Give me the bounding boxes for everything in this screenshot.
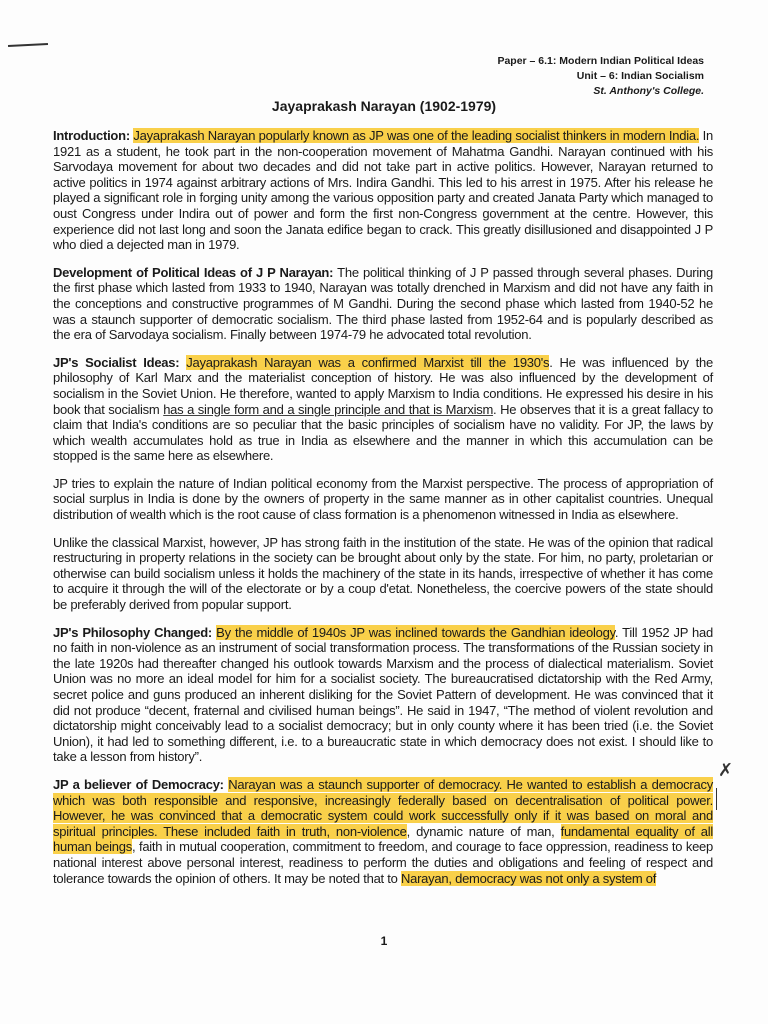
unit-label: Unit – 6: Indian Socialism (576, 70, 704, 82)
document-body (53, 128, 713, 898)
socialist-underline: has a single form and a single principle and that is Marxism (163, 401, 494, 417)
democracy-heading: JP a believer of Democracy: (53, 776, 224, 792)
scan-mark (8, 43, 48, 47)
development-text: The political thinking of J P passed through several phases. During the first phase which lasted from 1933 to 1940, Narayan was totally drenched in Marxism and did not have any faith in the conceptions and constructive programmes of M Gandhi. During the second phase which lasted from 1940-52 he was a staunch supporter of democratic socialism. The third phase lasted from 1952-64 and is popularly described as the era of Sarvodaya socialism. Finally between 1974-79 he advocated total revolution. (53, 264, 713, 343)
document-title: Jayaprakash Narayan (1902-1979) (271, 98, 497, 114)
development-heading: Development of Political Ideas of J P Narayan: (53, 264, 334, 280)
margin-cross-mark: ✗ (718, 760, 734, 780)
philosophy-heading: JP's Philosophy Changed: (53, 624, 213, 640)
philosophy-paragraph (53, 625, 713, 765)
paper-label: Paper – 6.1: Modern Indian Political Ideas (497, 55, 704, 67)
democracy-text-2: , faith in mutual cooperation, commitment to freedom, and courage to face oppression, readiness to keep national interest above personal interest, readiness to perform the duties and obligations and feeling of respect and tolerance towards the opinion of others. It may be noted that to (53, 839, 714, 886)
page-number: 1 (380, 934, 388, 948)
socialist-highlight: Jayaprakash Narayan was a confirmed Marxist till the 1930's (186, 354, 550, 370)
socialist-paragraph (53, 355, 713, 464)
socialist-text-1: . He was influenced by the philosophy of Karl Marx and the materialist conception of history. He was also influenced by the development of socialism in the Soviet Union. He therefore, wanted to apply Marxism to India conditions. He expressed his desire in his book that socialism (53, 354, 713, 417)
intro-paragraph (53, 128, 713, 253)
college-label: St. Anthony's College. (593, 85, 704, 97)
margin-line-mark (716, 788, 717, 810)
document-header (497, 54, 704, 99)
socialist-text-2: . He observes that it is a great fallacy to claim that India's conditions are so peculiar that the basic principles of socialism have no validity. For JP, the laws by which wealth accumulates hold as true in India as elsewhere and the manner in which this accumulation can be stopped is the same here as elsewhere. (53, 401, 713, 464)
state-paragraph: Unlike the classical Marxist, however, JP has strong faith in the institution of the state. He was of the opinion that radical restructuring in property relations in the society can be brought about only by the state. For him, no party, proletarian or otherwise can build socialism unless it holds the machinery of the state in its hands, irrespective of whether it has come to acquire it through the will of the electorate or by a coup d'etat. Nonetheless, the coercive powers of the state should be preferably derived from popular support. (53, 534, 713, 613)
democracy-highlight-3: Narayan, democracy was not only a system of (400, 870, 657, 886)
philosophy-highlight: By the middle of 1940s JP was inclined towards the Gandhian ideology (216, 624, 615, 640)
intro-highlight: Jayaprakash Narayan popularly known as JP was one of the leading socialist thinkers in modern India. (133, 128, 700, 143)
democracy-highlight-1: Narayan was a staunch supporter of democracy. He wanted to establish a democracy which was both responsible and responsive, increasingly federally based on decentralisation of political power. However, he was convinced that a democratic system could work successfully only if it was based on moral and spiritual principles. These included faith in truth, non-violence (53, 776, 713, 839)
intro-heading: Introduction: (53, 128, 130, 143)
democracy-highlight-2: fundamental equality of all human beings (53, 823, 713, 855)
economy-paragraph: JP tries to explain the nature of Indian political economy from the Marxist perspective. The process of appropriation of social surplus in India is done by the owners of property in the same manner as in other capitalist countries. Unequal distribution of wealth which is the root cause of class formation is a phenomenon witnessed in India as elsewhere. (53, 475, 713, 523)
intro-text: In 1921 as a student, he took part in the non-cooperation movement of Mahatma Gandhi. Narayan continued with his Sarvodaya movement for about two decades and did not take part in active politics. However, Narayan returned to active politics in 1974 against arbitrary actions of Mrs. Indira Gandhi. This led to his arrest in 1975. After his release he played a significant role in forging unity among the various opposition party and created Janata Party which managed to oust Congress under Indira out of power and form the first non-Congress government at the centre. However, this experience did not last long and soon the Janata edifice began to crack. This greatly disillusioned and disappointed J P who died a dejected man in 1979. (53, 128, 713, 253)
development-paragraph (53, 265, 713, 343)
democracy-text-1: , dynamic nature of man, (406, 823, 561, 839)
democracy-paragraph (53, 777, 713, 886)
socialist-heading: JP's Socialist Ideas: (53, 354, 180, 370)
philosophy-text: . Till 1952 JP had no faith in non-violence as an instrument of social transformation process. The transformations of the Russian society in the late 1920s had thereafter changed his outlook towards Marxism and the process of dialectical materialism. Soviet Union was no more an ideal model for him for a socialist society. The bureaucratised dictatorship with the Red Army, secret police and guns produced an inherent disliking for the Soviet Pattern of development. He was convinced that it did not produce “decent, fraternal and civilised human beings”. He said in 1947, “The method of violent revolution and dictatorship might conceivably lead to a socialist democracy; but in only county where it has been tried (i.e. the Soviet Union), it had led to something different, i.e. to a bureaucratic state in which democracy does not exist. I should like to take a lesson from history”. (53, 624, 713, 765)
